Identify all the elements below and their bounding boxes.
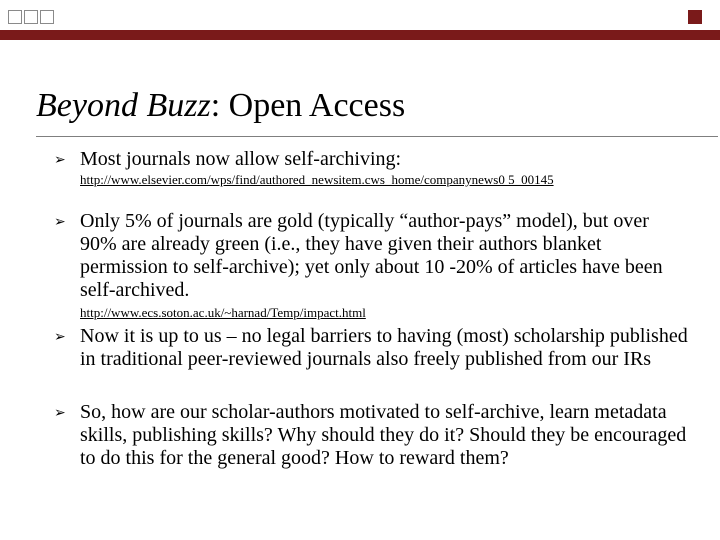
title-italic: Beyond Buzz [36, 87, 211, 124]
decor-square-2 [24, 10, 38, 24]
slide-title [36, 84, 405, 128]
bullet-arrow-icon: ➢ [54, 153, 66, 168]
title-divider [36, 136, 718, 137]
bullet-point-4: So, how are our scholar-authors motivated to self-archive, learn metadata skills, publishing skills? Why should they do it? Should they be encouraged to do this for the general good? How to reward them? [80, 401, 687, 469]
top-decoration-bar [0, 0, 720, 48]
elsevier-link[interactable]: http://www.elsevier.com/wps/find/authored_newsitem.cws_home/companynews0 5_00145 [80, 172, 554, 187]
bullet-point-2: Only 5% of journals are gold (typically “author-pays” model), but over 90% are already green (i.e., they have given their authors blanket permission to self-archive); yet only about 10 -20% of articles have been self-archived. [80, 210, 663, 301]
bullet-point-3: Now it is up to us – no legal barriers to having (most) scholarship published in traditional peer-reviewed journals also freely published from our IRs [80, 325, 688, 370]
decor-square-1 [8, 10, 22, 24]
bullet-arrow-icon: ➢ [54, 330, 66, 345]
decor-square-accent [688, 10, 702, 24]
bullet-arrow-icon: ➢ [54, 215, 66, 230]
title-rest: : Open Access [210, 87, 406, 124]
impact-link[interactable]: http://www.ecs.soton.ac.uk/~harnad/Temp/impact.html [80, 305, 366, 320]
decor-strip [0, 30, 720, 40]
bullet-arrow-icon: ➢ [54, 406, 66, 421]
bullet-point-1: Most journals now allow self-archiving: [80, 148, 402, 170]
decor-square-3 [40, 10, 54, 24]
